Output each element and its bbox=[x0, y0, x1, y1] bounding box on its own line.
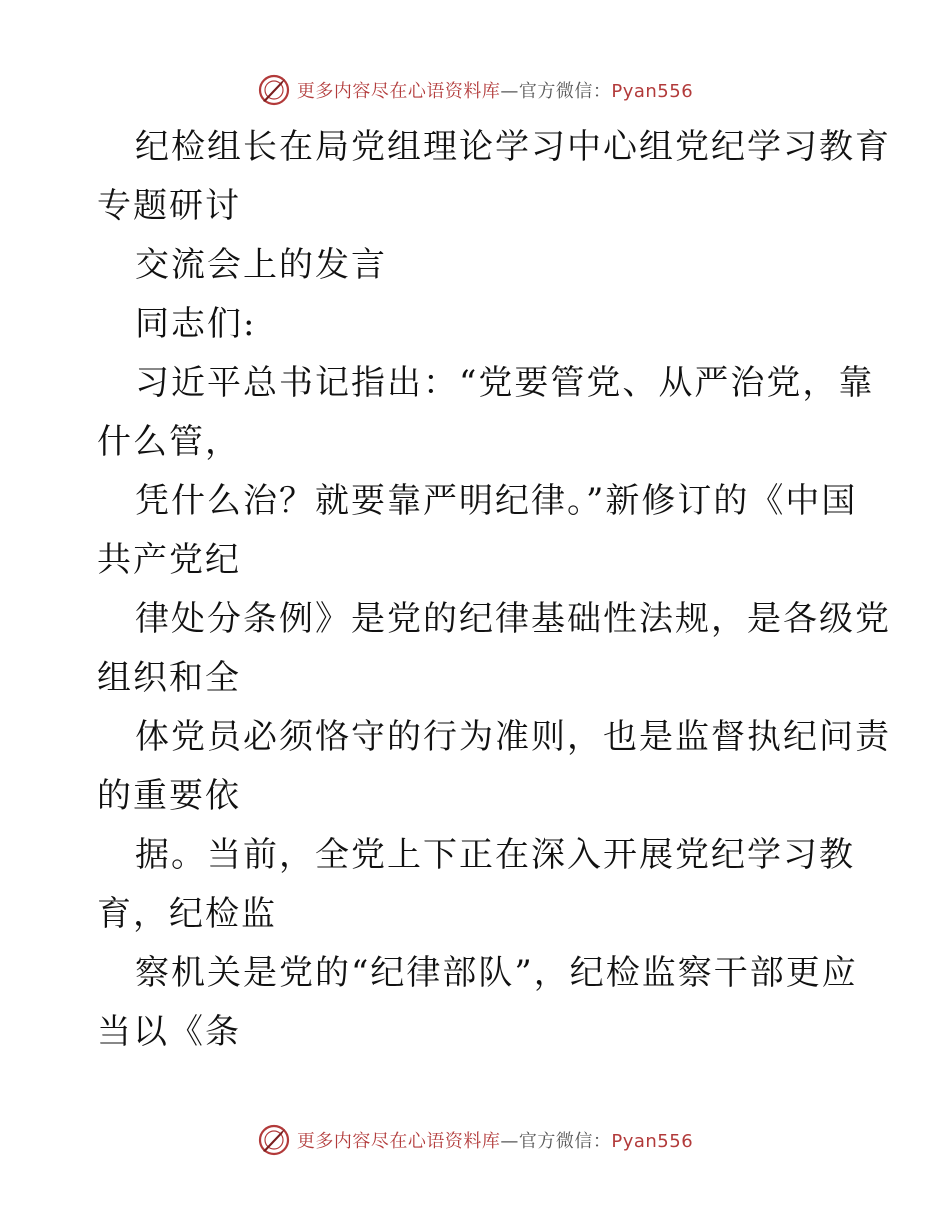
paragraph-line: 的重要依 bbox=[97, 776, 241, 816]
watermark-label: 官方微信： bbox=[518, 81, 612, 102]
watermark-separator: — bbox=[500, 81, 519, 102]
paragraph-line: 据。当前，全党上下正在深入开展党纪学习教 bbox=[135, 835, 855, 875]
paragraph-line: 什么管， bbox=[97, 422, 241, 462]
paragraph-line: 当以《条 bbox=[97, 1012, 241, 1052]
watermark-label: 官方微信： bbox=[518, 1131, 612, 1152]
title-line-2: 专题研讨 bbox=[97, 186, 241, 226]
paragraph-line: 组织和全 bbox=[97, 658, 241, 698]
watermark-text: 更多内容尽在心语资料库 bbox=[296, 81, 501, 102]
paragraph-line: 共产党纪 bbox=[97, 540, 241, 580]
watermark-footer bbox=[0, 1120, 950, 1160]
title-line-1: 纪检组长在局党组理论学习中心组党纪学习教育 bbox=[135, 127, 891, 167]
quill-logo-icon bbox=[257, 1123, 291, 1157]
paragraph-line: 察机关是党的“纪律部队”，纪检监察干部更应 bbox=[135, 953, 858, 993]
document-body bbox=[97, 118, 891, 1062]
watermark-separator: — bbox=[500, 1131, 519, 1152]
paragraph-line: 凭什么治？就要靠严明纪律。”新修订的《中国 bbox=[135, 481, 858, 521]
title-line-3: 交流会上的发言 bbox=[135, 245, 387, 285]
watermark-text: 更多内容尽在心语资料库 bbox=[296, 1131, 501, 1152]
paragraph-line: 律处分条例》是党的纪律基础性法规，是各级党 bbox=[135, 599, 891, 639]
watermark-header bbox=[0, 70, 950, 110]
paragraph-line: 育，纪检监 bbox=[97, 894, 277, 934]
watermark-id: Pyan556 bbox=[611, 81, 694, 102]
paragraph-line: 习近平总书记指出：“党要管党、从严治党，靠 bbox=[135, 363, 875, 403]
watermark-id: Pyan556 bbox=[611, 1131, 694, 1152]
quill-logo-icon bbox=[257, 73, 291, 107]
salutation: 同志们: bbox=[135, 304, 257, 344]
paragraph-line: 体党员必须恪守的行为准则，也是监督执纪问责 bbox=[135, 717, 891, 757]
